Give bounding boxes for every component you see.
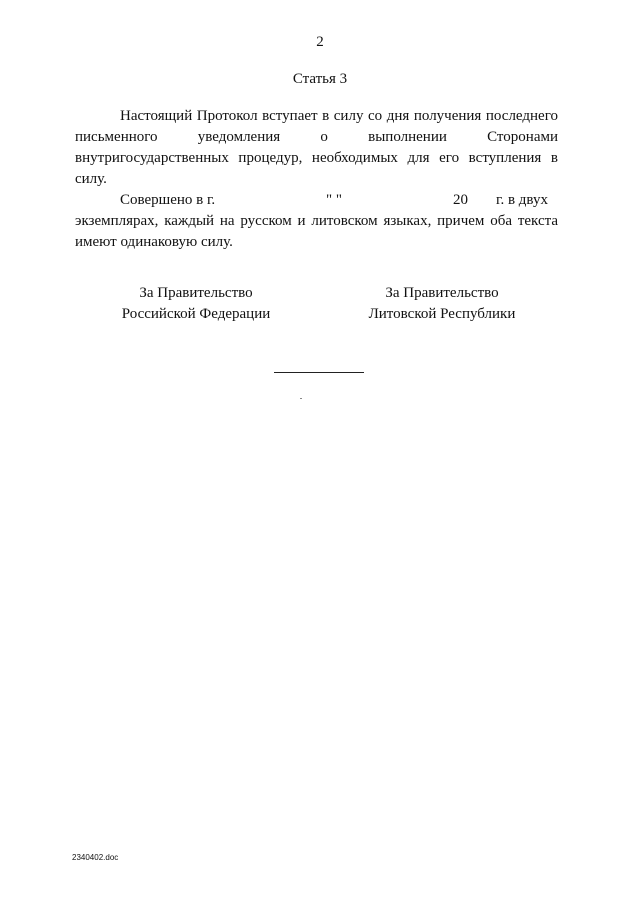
end-separator-line	[274, 372, 364, 373]
paragraph-entry-into-force: Настоящий Протокол вступает в силу со дня получения последнего письменного уведомления о выполнении Сторонами внутригосударственных процедур, необходимых для его вступления в силу.	[75, 108, 558, 187]
signature-russia-line1: За Правительство	[139, 285, 253, 301]
signature-lithuania-line2: Литовской Республики	[368, 306, 516, 322]
file-reference: 2340402.doc	[72, 853, 119, 862]
done-at-label: Совершено в г.	[120, 192, 216, 208]
signature-lithuania	[322, 283, 562, 325]
signature-russia	[76, 283, 316, 325]
paragraph-copies: экземплярах, каждый на русском и литовском языках, причем оба текста имеют одинаковую силу.	[75, 213, 558, 250]
scan-speck	[300, 398, 302, 399]
year-suffix: г. в двух	[496, 192, 548, 208]
page-number: 2	[316, 34, 324, 50]
signature-russia-line2: Российской Федерации	[121, 306, 271, 322]
done-at-line	[75, 190, 558, 211]
article-title: Статья 3	[292, 71, 348, 87]
year-prefix: 20	[453, 192, 468, 208]
date-quotes: " "	[326, 192, 342, 208]
signature-lithuania-line1: За Правительство	[385, 285, 499, 301]
